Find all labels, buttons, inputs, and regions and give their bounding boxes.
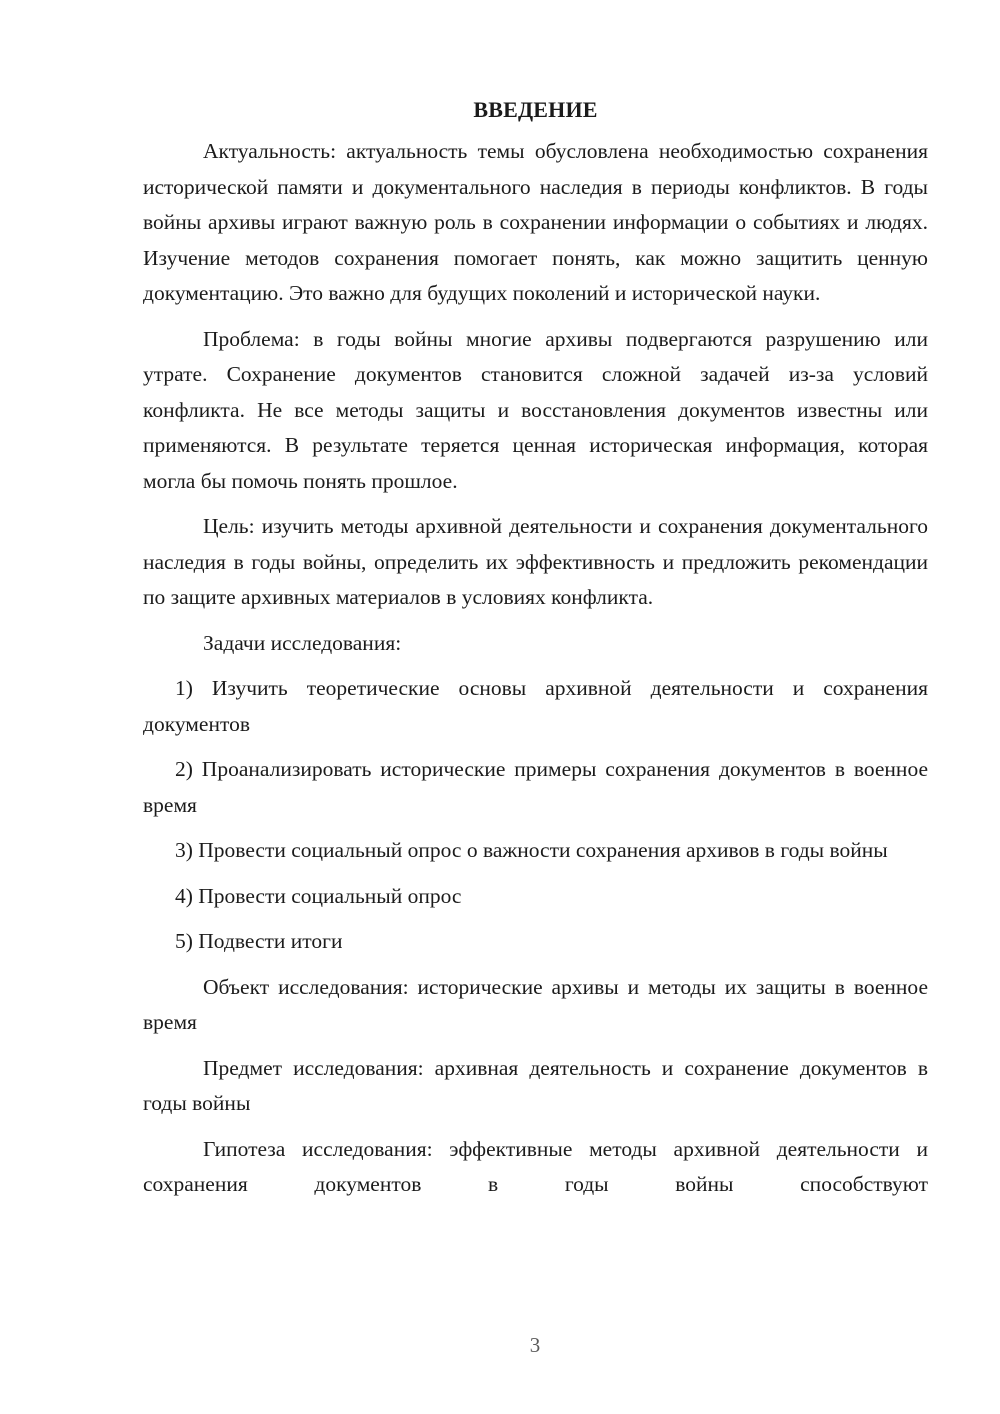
- object-paragraph: Объект исследования: исторические архивы и методы их защиты в военное время: [143, 974, 928, 1034]
- page-number: 3: [529, 1333, 541, 1357]
- task-item-1: 1) Изучить теоретические основы архивной деятельности и сохранения документов: [143, 676, 928, 736]
- task-item-3: 3) Провести социальный опрос о важности сохранения архивов в годы войны: [175, 838, 888, 862]
- task-item-5: 5) Подвести итоги: [175, 929, 343, 953]
- goal-paragraph: Цель: изучить методы архивной деятельности и сохранения документального наследия в годы войны, определить их эффективность и предложить рекомендации по защите архивных материалов в условиях конфликта.: [143, 514, 928, 609]
- subject-paragraph: Предмет исследования: архивная деятельность и сохранение документов в годы войны: [143, 1055, 928, 1115]
- problem-paragraph: Проблема: в годы войны многие архивы подвергаются разрушению или утрате. Сохранение документов становится сложной задачей из-за условий конфликта. Не все методы защиты и восстановления документов известны или применяются. В результате теряется ценная историческая информация, которая могла бы помочь понять прошлое.: [143, 326, 928, 493]
- hypothesis-paragraph: Гипотеза исследования: эффективные методы архивной деятельности и сохранения документов в годы войны способствуют: [143, 1136, 928, 1196]
- task-item-4: 4) Провести социальный опрос: [175, 883, 462, 908]
- section-heading: ВВЕДЕНИЕ: [473, 97, 598, 122]
- task-item-2: 2) Проанализировать исторические примеры сохранения документов в военное время: [143, 757, 928, 817]
- tasks-title: Задачи исследования:: [203, 630, 402, 655]
- relevance-paragraph: Актуальность: актуальность темы обусловлена необходимостью сохранения исторической памяти и документального наследия в периоды конфликтов. В годы войны архивы играют важную роль в сохранении информации о событиях и людях. Изучение методов сохранения помогает понять, как можно защитить ценную документацию. Это важно для будущих поколений и исторической науки.: [143, 139, 928, 305]
- document-page: [143, 92, 928, 1213]
